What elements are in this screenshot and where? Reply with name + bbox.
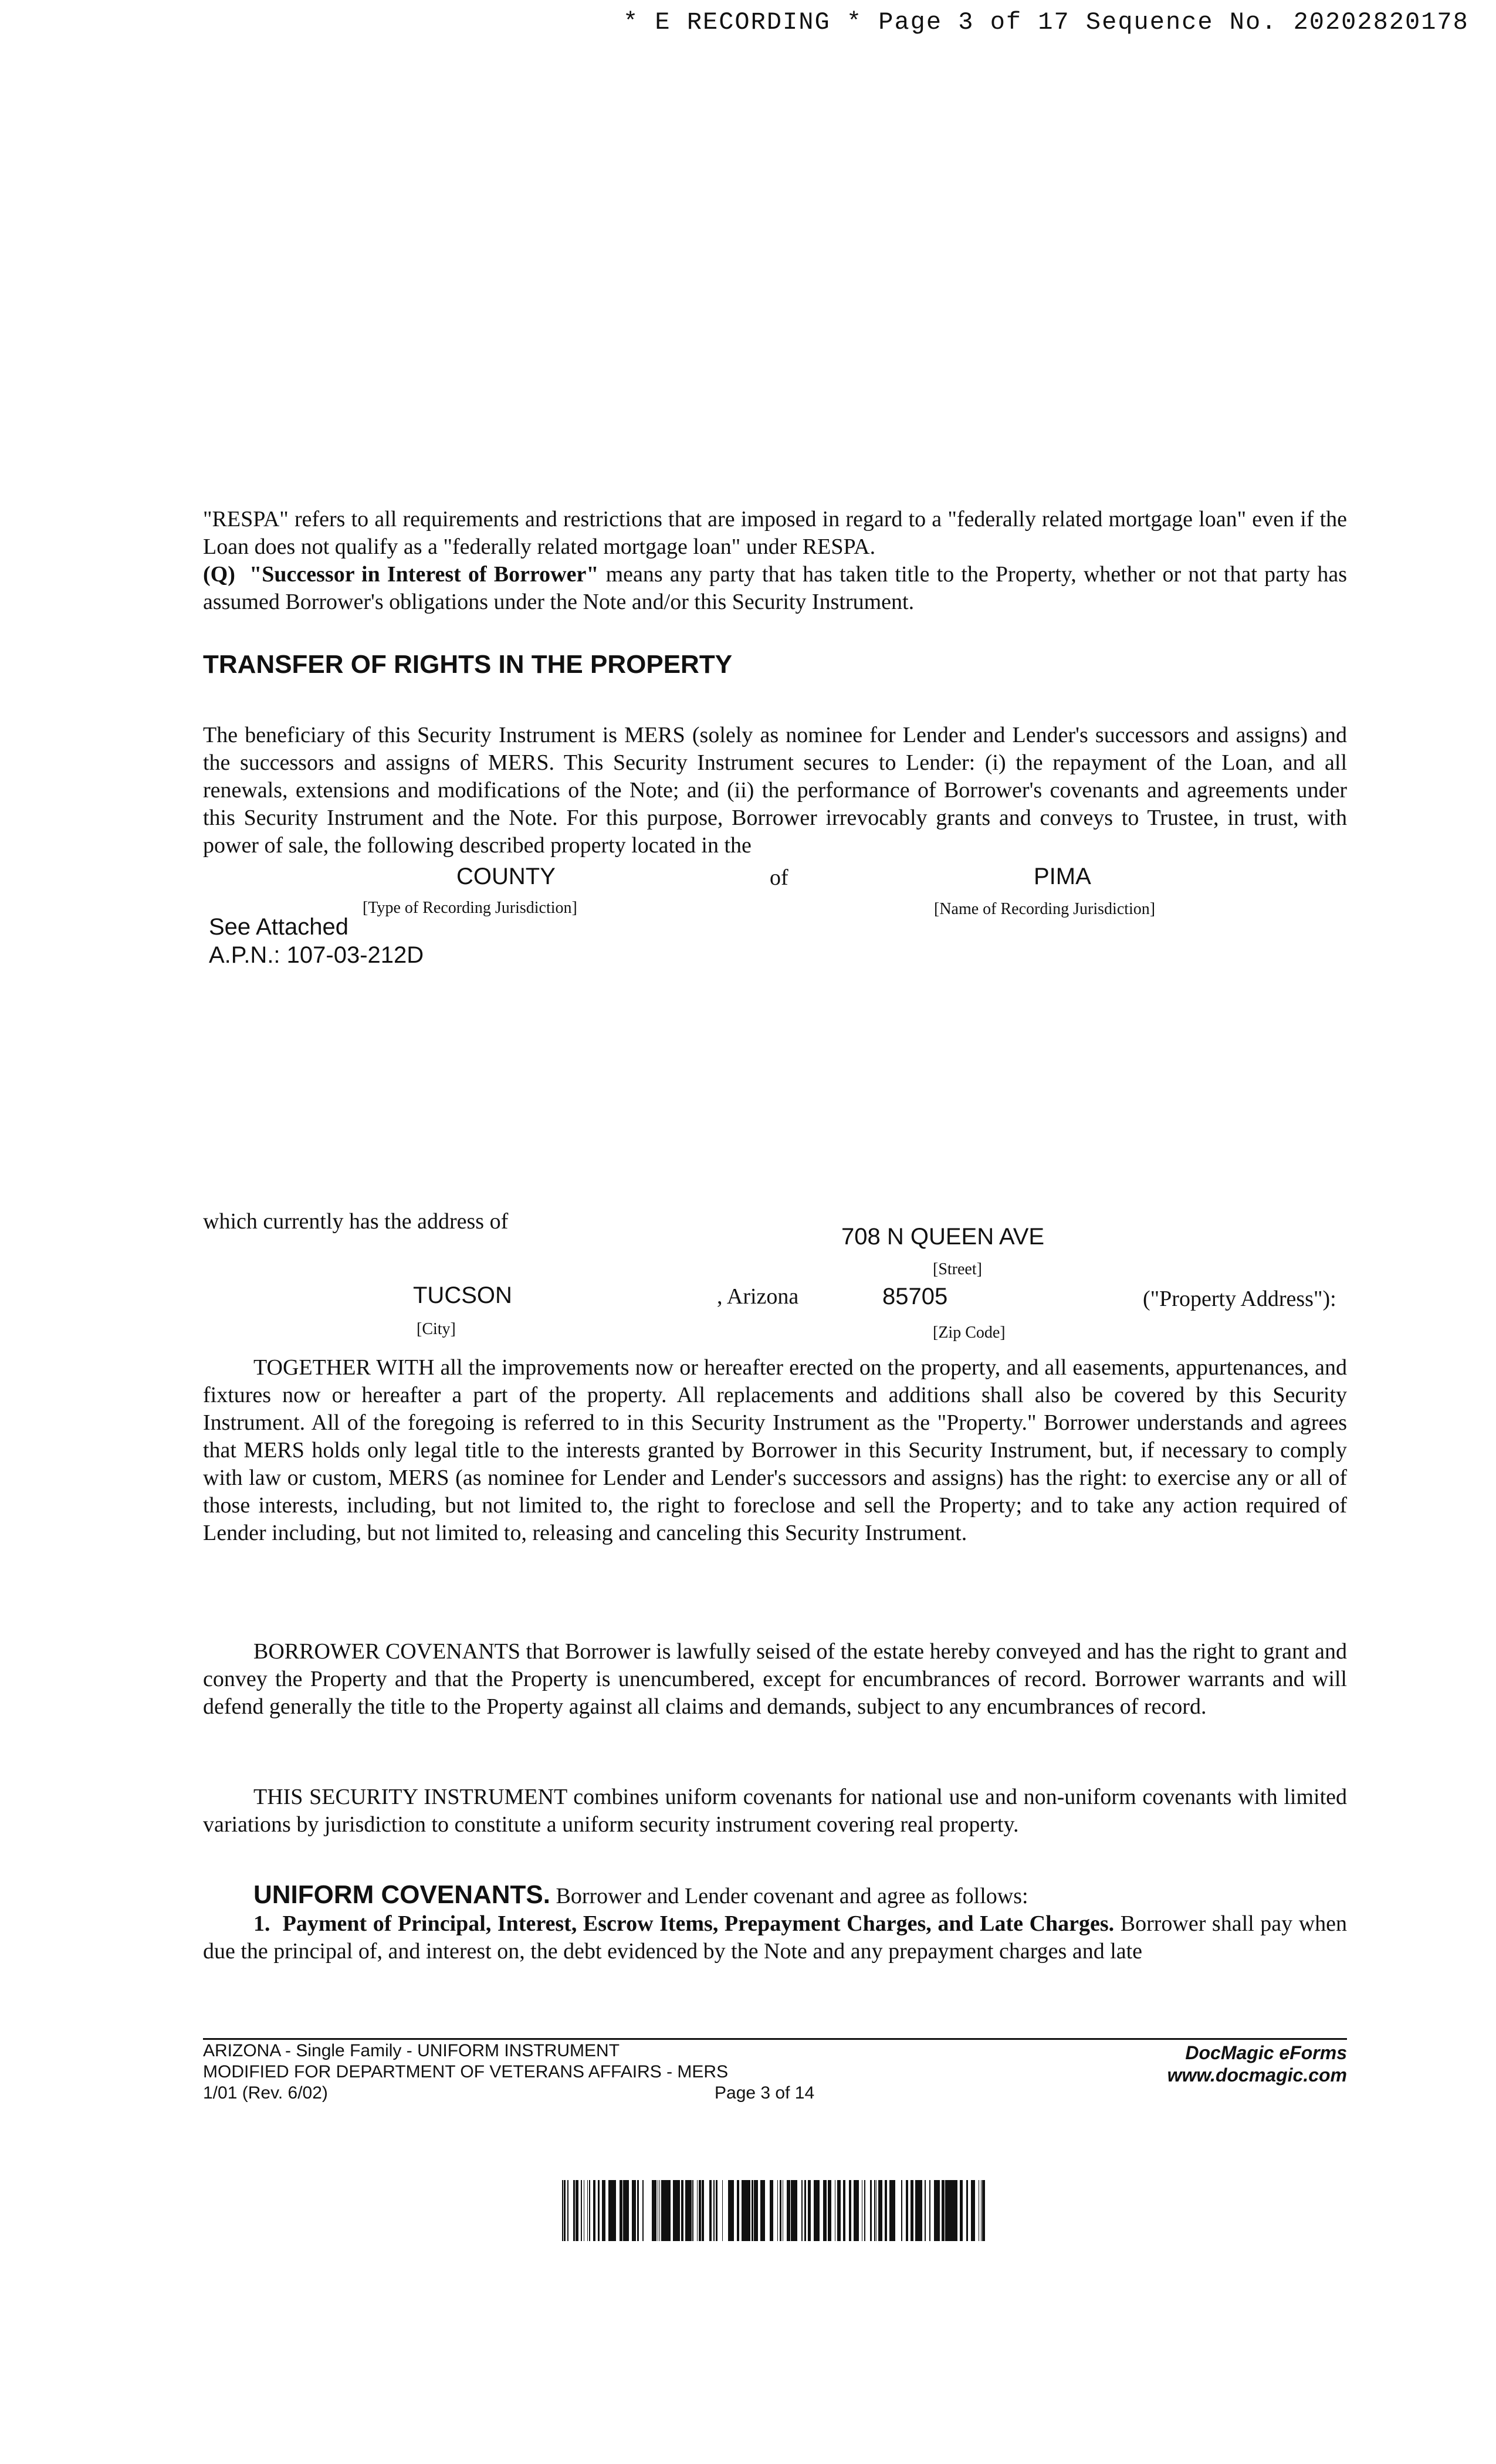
footer-page-number: Page 3 of 14 [715, 2083, 815, 2103]
successor-term: "Successor in Interest of Borrower" [249, 562, 599, 587]
barcode-bar [674, 2180, 676, 2241]
barcode-bar [881, 2180, 882, 2241]
barcode-bar [801, 2180, 803, 2241]
uniform-covenants-section [203, 1881, 1347, 1965]
barcode-bar [830, 2180, 831, 2241]
barcode-bar [716, 2180, 717, 2241]
barcode-bar [676, 2180, 678, 2241]
barcode-bar [610, 2180, 612, 2241]
barcode-bar [764, 2180, 765, 2241]
successor-label: (Q) [203, 562, 235, 587]
city-caption: [City] [417, 1320, 456, 1338]
barcode-bar [818, 2180, 820, 2241]
barcode-bar [808, 2180, 809, 2241]
barcode-bar [621, 2180, 622, 2241]
barcode-bar [699, 2180, 701, 2241]
barcode-bar [665, 2180, 667, 2241]
jurisdiction-type-value: COUNTY [456, 864, 556, 889]
barcode-bar [911, 2180, 912, 2241]
barcode-bar [787, 2180, 788, 2241]
city-value: TUCSON [413, 1282, 512, 1308]
barcode-bar [925, 2180, 926, 2241]
barcode-bar [681, 2180, 683, 2241]
barcode-bar [955, 2180, 956, 2241]
borrower-covenants-paragraph: BORROWER COVENANTS that Borrower is lawfully seised of the estate hereby conveyed and has the right to grant and convey the Property and that the Property is unencumbered, except for encumbrances of record. Borrower warrants and will defend generally the title to the Property against all claims and demands, subject to any encumbrances of record. [203, 1639, 1347, 1719]
barcode-bar [944, 2180, 945, 2241]
barcode-bar [893, 2180, 895, 2241]
barcode-bar [760, 2180, 761, 2241]
barcode-bar [879, 2180, 880, 2241]
barcode-bar [815, 2180, 816, 2241]
barcode-bar [809, 2180, 811, 2241]
barcode-bar [747, 2180, 748, 2241]
barcode-bar [939, 2180, 940, 2241]
together-with-paragraph: TOGETHER WITH all the improvements now or hereafter erected on the property, and all easements, appurtenances, and fixtures now or hereafter a part of the property. All replacements and additions shall also be covered by this Security Instrument. All of the foregoing is referred to in this Security Instrument as the "Property." Borrower understands and agrees that MERS holds only legal title to the interests granted by Borrower in this Security Instrument, but, if necessary to comply with law or custom, MERS (as nominee for Lender and Lender's successors and assigns) has the right: to exercise any or all of those interests, including, but not limited to, the right to foreclose and sell the Property; and to take any action required of Lender including, but not limited to, releasing and canceling this Security Instrument. [203, 1355, 1347, 1545]
barcode-bar [793, 2180, 796, 2241]
barcode-bar [598, 2180, 600, 2241]
barcode-bar [620, 2180, 621, 2241]
state-text: , Arizona [717, 1284, 799, 1309]
address-lead-text: which currently has the address of [203, 1209, 509, 1234]
barcode-bar [826, 2180, 827, 2241]
jurisdiction-of-word: of [770, 865, 788, 890]
barcode-bar [936, 2180, 939, 2241]
barcode-bar [891, 2180, 893, 2241]
barcode-bar [659, 2180, 660, 2241]
barcode-bar [628, 2180, 629, 2241]
covenant-1-number: 1. [253, 1911, 270, 1936]
barcode-bar [713, 2180, 715, 2241]
barcode-bar [949, 2180, 950, 2241]
uniform-covenants-intro: Borrower and Lender covenant and agree as follows: [550, 1884, 1028, 1908]
barcode-bar [756, 2180, 758, 2241]
zip-caption: [Zip Code] [933, 1324, 1006, 1342]
intro-section [203, 506, 1347, 616]
barcode-bar [565, 2180, 566, 2241]
recording-header: * E RECORDING * Page 3 of 17 Sequence No. 20202820178 [623, 8, 1469, 36]
barcode-bar [593, 2180, 595, 2241]
successor-text: means any party that has taken title to the Property, whether or not that party has assumed Borrower's obligations under the Note and/or this Security Instrument. [203, 562, 1347, 614]
barcode-bar [661, 2180, 663, 2241]
barcode-bar [947, 2180, 949, 2241]
respa-definition: "RESPA" refers to all requirements and restrictions that are imposed in regard to a "federally related mortgage loan" even if the Loan does not qualify as a "federally related mortgage loan" under RESPA. [203, 507, 1347, 559]
apn-number: A.P.N.: 107-03-212D [209, 942, 424, 968]
barcode-bar [855, 2180, 857, 2241]
barcode-bar [685, 2180, 688, 2241]
barcode-bar [576, 2180, 578, 2241]
barcode-bar [746, 2180, 747, 2241]
barcode-bar [728, 2180, 730, 2241]
barcode-bar [885, 2180, 887, 2241]
zip-value: 85705 [882, 1284, 948, 1309]
barcode-bar [880, 2180, 881, 2241]
barcode-bar [814, 2180, 815, 2241]
barcode-bar [864, 2180, 865, 2241]
barcode-bar [562, 2180, 563, 2241]
transfer-paragraph: The beneficiary of this Security Instrument is MERS (solely as nominee for Lender and Lender's successors and assigns) and the successors and assigns of MERS. This Security Instrument secures to Lender: (i) the repayment of the Loan, and all renewals, extensions and modifications of the Note; and (ii) the performance of Borrower's covenants and agreements under this Security Instrument and the Note. For this purpose, Borrower irrevocably grants and conveys to Trustee, in trust, with power of sale, the following described property located in the [203, 723, 1347, 858]
property-address-label: ("Property Address"): [1143, 1287, 1336, 1311]
uniform-covenants-line [203, 1881, 1347, 1910]
barcode-bar [709, 2180, 712, 2241]
docmagic-logo [1157, 2042, 1347, 2086]
barcode-bar [942, 2180, 944, 2241]
barcode-bar [952, 2180, 955, 2241]
barcode-bar [838, 2180, 839, 2241]
barcode-bar [573, 2180, 575, 2241]
barcode-bar [742, 2180, 744, 2241]
barcode-bar [974, 2180, 975, 2241]
street-value: 708 N QUEEN AVE [841, 1224, 1045, 1250]
barcode-bar [950, 2180, 952, 2241]
footer-line2: MODIFIED FOR DEPARTMENT OF VETERANS AFFAIRS - MERS [203, 2062, 729, 2081]
barcode-bar [604, 2180, 605, 2241]
successor-definition [203, 561, 1347, 616]
barcode-bar [722, 2180, 723, 2241]
barcode-bar [608, 2180, 610, 2241]
barcode-bar [804, 2180, 806, 2241]
barcode-bar [761, 2180, 764, 2241]
covenant-1 [203, 1910, 1347, 1965]
barcode-bar [889, 2180, 891, 2241]
footer-line1: ARIZONA - Single Family - UNIFORM INSTRUMENT [203, 2041, 620, 2060]
barcode-bar [837, 2180, 838, 2241]
barcode-bar [945, 2180, 947, 2241]
barcode-bar [777, 2180, 778, 2241]
jurisdiction-name-value: PIMA [1034, 864, 1091, 889]
barcode-bar [915, 2180, 918, 2241]
barcode-bar [689, 2180, 692, 2241]
docmagic-brand: DocMagic eForms [1185, 2042, 1347, 2063]
barcode-bar [935, 2180, 936, 2241]
barcode-bar [906, 2180, 908, 2241]
legal-description-line1: See Attached [209, 914, 348, 940]
barcode-bar [669, 2180, 671, 2241]
barcode-bar [770, 2180, 771, 2241]
barcode-bar [663, 2180, 665, 2241]
barcode-bar [843, 2180, 845, 2241]
barcode-bar [823, 2180, 825, 2241]
barcode-bar [901, 2180, 902, 2241]
barcode-bar [637, 2180, 639, 2241]
barcode-bar [673, 2180, 674, 2241]
covenant-1-text: Borrower shall pay when due the principal of, and interest on, the debt evidenced by the Note and any prepayment charges and late [203, 1911, 1348, 1964]
barcode-bar [702, 2180, 703, 2241]
barcode-bar [703, 2180, 704, 2241]
barcode-bar [912, 2180, 913, 2241]
barcode-bar [972, 2180, 974, 2241]
barcode-bar [688, 2180, 689, 2241]
barcode-bar [603, 2180, 604, 2241]
uniform-covenants-heading: UNIFORM COVENANTS. [253, 1880, 550, 1909]
barcode-bar [655, 2180, 656, 2241]
barcode-bar [983, 2180, 985, 2241]
barcode-bar [849, 2180, 851, 2241]
barcode-bar [581, 2180, 582, 2241]
barcode-bar [635, 2180, 636, 2241]
barcode-bar [874, 2180, 875, 2241]
barcode-bar [918, 2180, 920, 2241]
jurisdiction-type-caption: [Type of Recording Jurisdiction] [363, 899, 577, 917]
barcode-bar [771, 2180, 773, 2241]
barcode-bar [966, 2180, 968, 2241]
footer-line3: 1/01 (Rev. 6/02) [203, 2083, 328, 2103]
barcode-bar [878, 2180, 879, 2241]
barcode-bar [678, 2180, 680, 2241]
barcode-bar [816, 2180, 818, 2241]
barcode-bar [654, 2180, 655, 2241]
jurisdiction-name-caption: [Name of Recording Jurisdiction] [934, 900, 1156, 918]
barcode-bar [857, 2180, 858, 2241]
footer-rule [203, 2038, 1347, 2040]
barcode-bar [625, 2180, 627, 2241]
barcode-bar [612, 2180, 614, 2241]
barcode-bar [839, 2180, 840, 2241]
barcode-bar [754, 2180, 756, 2241]
barcode-bar [752, 2180, 753, 2241]
barcode-bar [920, 2180, 922, 2241]
barcode-bar [934, 2180, 935, 2241]
barcode-bar [627, 2180, 628, 2241]
street-caption: [Street] [933, 1260, 982, 1278]
barcode-bar [564, 2180, 565, 2241]
barcode-bar [828, 2180, 830, 2241]
barcode-bar [667, 2180, 669, 2241]
barcode-bar [982, 2180, 983, 2241]
barcode-bar [692, 2180, 693, 2241]
barcode-bar [697, 2180, 698, 2241]
barcode-bar [788, 2180, 790, 2241]
barcode-bar [748, 2180, 750, 2241]
barcode-bar [623, 2180, 625, 2241]
security-instrument-paragraph: THIS SECURITY INSTRUMENT combines uniform covenants for national use and non-uniform covenants with limited variations by jurisdiction to constitute a uniform security instrument covering real property. [203, 1785, 1347, 1837]
barcode-bar [780, 2180, 781, 2241]
barcode-bar [870, 2180, 872, 2241]
covenant-1-title: Payment of Principal, Interest, Escrow Items, Prepayment Charges, and Late Charges. [282, 1911, 1115, 1936]
barcode-bar [929, 2180, 930, 2241]
barcode-bar [825, 2180, 826, 2241]
barcode-bar [652, 2180, 654, 2241]
barcode-bar [854, 2180, 855, 2241]
barcode-bar [634, 2180, 635, 2241]
barcode-bar [858, 2180, 859, 2241]
barcode-bar [791, 2180, 793, 2241]
barcode-bar [587, 2180, 588, 2241]
transfer-heading: TRANSFER OF RIGHTS IN THE PROPERTY [203, 650, 733, 679]
barcode-bar [744, 2180, 746, 2241]
barcode-bar [642, 2180, 644, 2241]
barcode-bar [840, 2180, 841, 2241]
barcode-bar [602, 2180, 603, 2241]
barcode-bar [956, 2180, 957, 2241]
barcode-bar [567, 2180, 568, 2241]
barcode-bar [730, 2180, 733, 2241]
barcode-bar [733, 2180, 734, 2241]
barcode-bar [737, 2180, 739, 2241]
barcode-image [562, 2180, 987, 2241]
barcode-bar [796, 2180, 797, 2241]
barcode-bar [632, 2180, 634, 2241]
barcode-bar [960, 2180, 963, 2241]
barcode-bar [971, 2180, 972, 2241]
barcode-bar [614, 2180, 616, 2241]
docmagic-url: www.docmagic.com [1167, 2064, 1347, 2086]
barcode-bar [589, 2180, 590, 2241]
